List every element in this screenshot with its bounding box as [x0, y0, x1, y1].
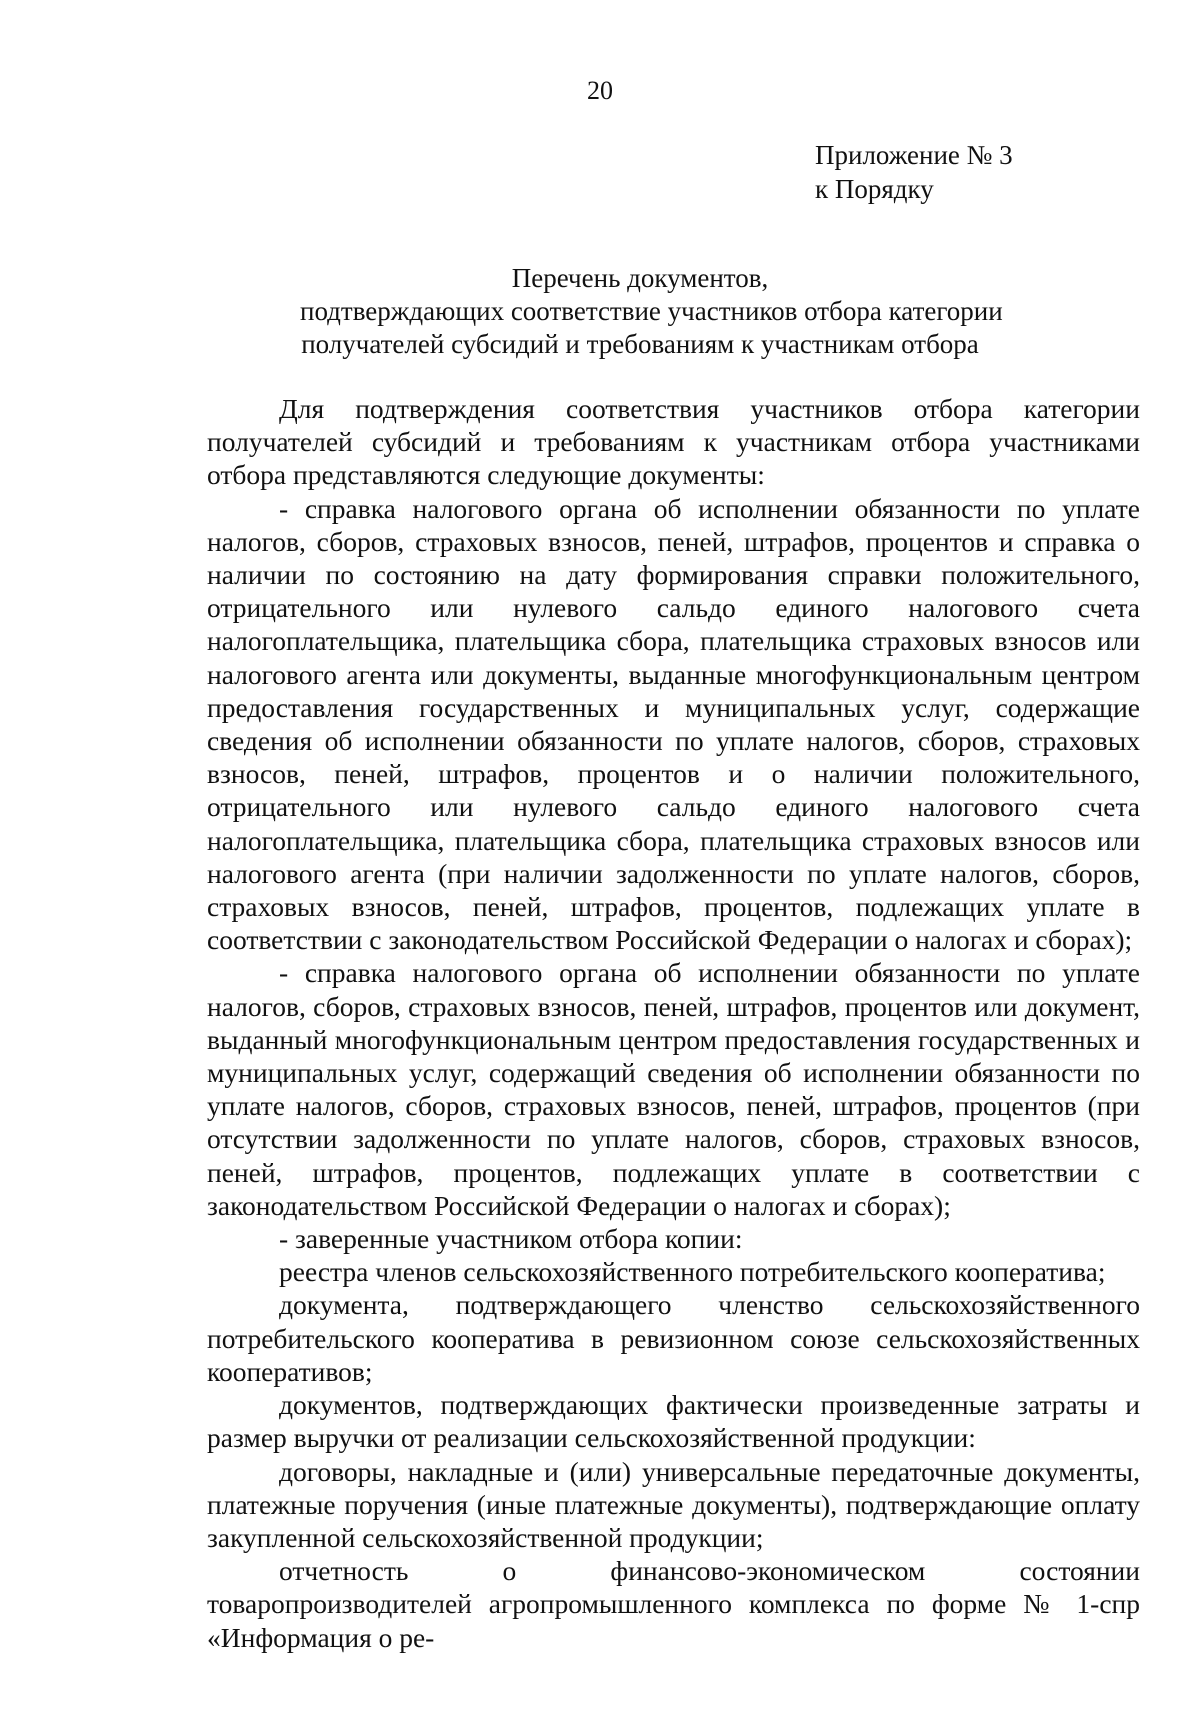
title-line-2: подтверждающих соответствие участников отбора категории	[300, 296, 1003, 326]
title-line-3: получателей субсидий и требованиям к участникам отбора	[301, 329, 979, 359]
appendix-reference	[815, 138, 1013, 206]
paragraph-member-registry: реестра членов сельскохозяйственного потребительского кооператива;	[279, 1256, 1106, 1288]
paragraph-financial-reporting: отчетность о финансово-экономическом состоянии товаропроизводителей агропромышленного комплекса по форме № 1-спр «Информация о ре-	[207, 1555, 1140, 1653]
paragraph-item-certified-copies: - заверенные участником отбора копии:	[279, 1223, 743, 1255]
paragraph-item-tax-debt-certificate: - справка налогового органа об исполнении обязанности по уплате налогов, сборов, страховых взносов, пеней, штрафов, процентов и справка о наличии по состоянию на дату формирования справки положительного, отрицательного или нулевого сальдо единого налогового счета налогоплательщика, плательщика сбора, плательщика страховых взносов или налогового агента или документы, выданные многофункциональным центром предоставления государственных и муниципальных услуг, содержащие сведения об исполнении обязанности по уплате налогов, сборов, страховых взносов, пеней, штрафов, процентов и о наличии положительного, отрицательного или нулевого сальдо единого налогового счета налогоплательщика, плательщика сбора, плательщика страховых взносов или налогового агента (при наличии задолженности по уплате налогов, сборов, страховых взносов, пеней, штрафов, процентов, подлежащих уплате в соответствии с законодательством Российской Федерации о налогах и сборах);	[207, 492, 1140, 956]
paragraph-contracts-invoices: договоры, накладные и (или) универсальные передаточные документы, платежные поручения (иные платежные документы), подтверждающие оплату закупленной сельскохозяйственной продукции;	[207, 1455, 1140, 1553]
paragraph-expense-documents: документов, подтверждающих фактически произведенные затраты и размер выручки от реализации сельскохозяйственной продукции:	[207, 1389, 1140, 1454]
paragraph-item-tax-no-debt-certificate: - справка налогового органа об исполнении обязанности по уплате налогов, сборов, страховых взносов, пеней, штрафов, процентов или документ, выданный многофункциональным центром предоставления государственных и муниципальных услуг, содержащий сведения об исполнении обязанности по уплате налогов, сборов, страховых взносов, пеней, штрафов, процентов (при отсутствии задолженности по уплате налогов, сборов, страховых взносов, пеней, штрафов, процентов, подлежащих уплате в соответствии с законодательством Российской Федерации о налогах и сборах);	[207, 957, 1140, 1221]
page-number: 20	[587, 76, 613, 105]
paragraph-membership-document: документа, подтверждающего членство сельскохозяйственного потребительского кооператива в ревизионном союзе сельскохозяйственных кооперативов;	[207, 1289, 1140, 1387]
appendix-line-1: Приложение № 3	[815, 140, 1013, 170]
appendix-line-2: к Порядку	[815, 174, 934, 204]
document-body	[207, 392, 1140, 1654]
document-title	[300, 262, 1003, 361]
title-line-1: Перечень документов,	[511, 263, 769, 293]
paragraph-intro: Для подтверждения соответствия участников отбора категории получателей субсидий и требованиям к участникам отбора участниками отбора представляются следующие документы:	[207, 393, 1140, 491]
